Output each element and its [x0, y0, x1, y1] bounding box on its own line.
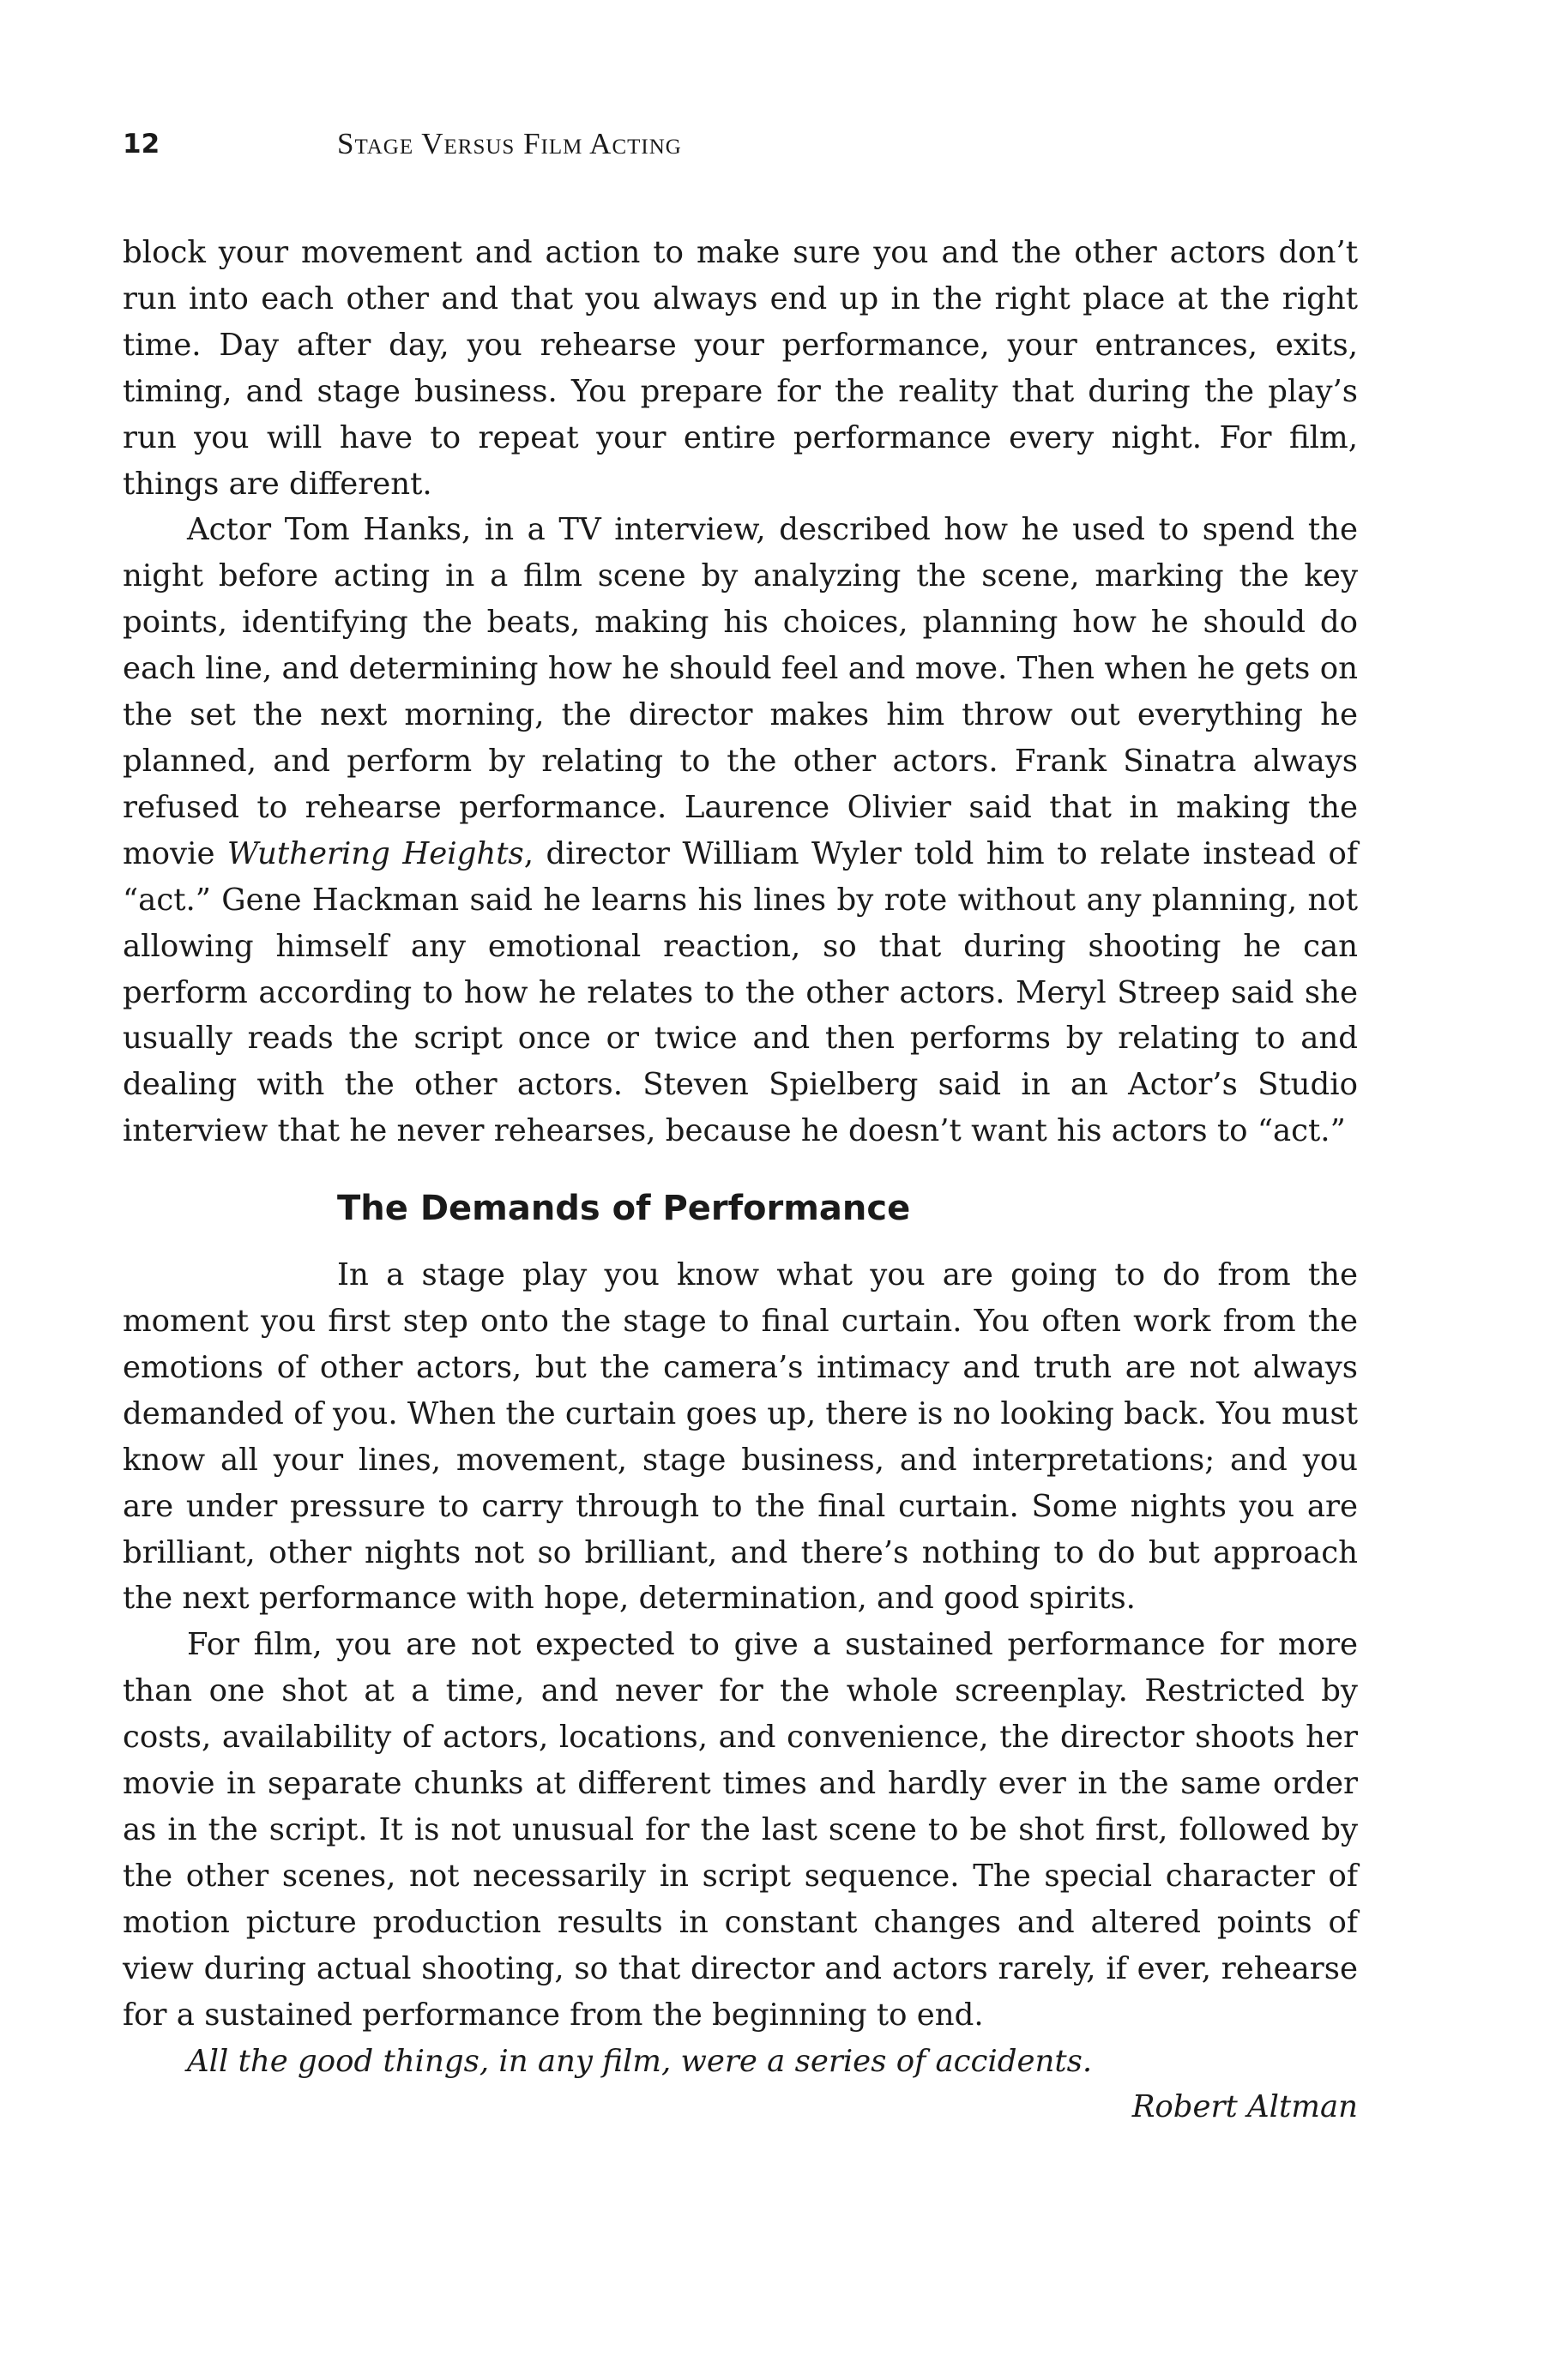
paragraph-continued: block your movement and action to make sure you and the other actors don’t run into each other and that you always end up in the right place at the right time. Day after day, you rehearse your performance, your entrances, exits, timing, and stage business. You prepare for the reality that during the play’s run you will have to repeat your entire performance every night. For film, things are different. — [123, 235, 1358, 502]
page-number: 12 — [123, 129, 160, 160]
paragraph-tom-hanks-before: Actor Tom Hanks, in a TV interview, described how he used to spend the night before acting in a film scene by analyzing the scene, marking the key points, identifying the beats, making his choices, planning how he should do each line, and determining how he should feel and move. Then when he gets on the set the next morning, the director makes him throw out everything he planned, and perform by relating to the other actors. Frank Sinatra always refused to rehearse performance. Laurence Olivier said that in making the movie — [123, 512, 1358, 871]
film-title-wuthering-heights: Wuthering Heights — [226, 835, 524, 871]
paragraph-tom-hanks-after: , director William Wyler told him to relate instead of “act.” Gene Hackman said he learns his lines by rote without any planning, not allowing himself any emotional reaction, so that during shooting he can perform according to how he relates to the other actors. Meryl Streep said she usually reads the script once or twice and then performs by relating to and dealing with the other actors. Steven Spielberg said in an Actor’s Studio interview that he never rehearses, because he doesn’t want his actors to “act.” — [123, 835, 1358, 1149]
paragraph-for-film: For film, you are not expected to give a sustained performance for more than one shot at a time, and never for the whole screenplay. Restricted by costs, availability of actors, locations, and convenience, the director shoots her movie in separate chunks at different times and hardly ever in the same order as in the script. It is not unusual for the last scene to be shot first, followed by the other scenes, not necessarily in script sequence. The special character of motion picture production results in constant changes and altered points of view during actual shooting, so that director and actors rarely, if ever, rehearse for a sustained performance from the beginning to end. — [123, 1627, 1358, 2033]
running-title: Stage Versus Film Acting — [337, 127, 682, 160]
epigraph-attribution: Robert Altman — [1131, 2089, 1358, 2125]
paragraph-tom-hanks — [123, 507, 1358, 1154]
paragraph-stage-play: In a stage play you know what you are going to do from the moment you first step onto the stage to final curtain. You often work from the emotions of other actors, but the camera’s intimacy and truth are not always demanded of you. When the curtain goes up, there is no looking back. You must know all your lines, movement, stage business, and interpretations; and you are under pressure to carry through to the final curtain. Some nights you are brilliant, other nights not so brilliant, and there’s nothing to do but approach the next performance with hope, determination, and good spirits. — [123, 1257, 1358, 1617]
section-heading: The Demands of Performance — [337, 1189, 911, 1229]
epigraph-quote: All the good things, in any film, were a series of accidents. — [187, 2043, 1093, 2079]
running-head — [123, 123, 1358, 166]
body-text — [123, 230, 1358, 2130]
